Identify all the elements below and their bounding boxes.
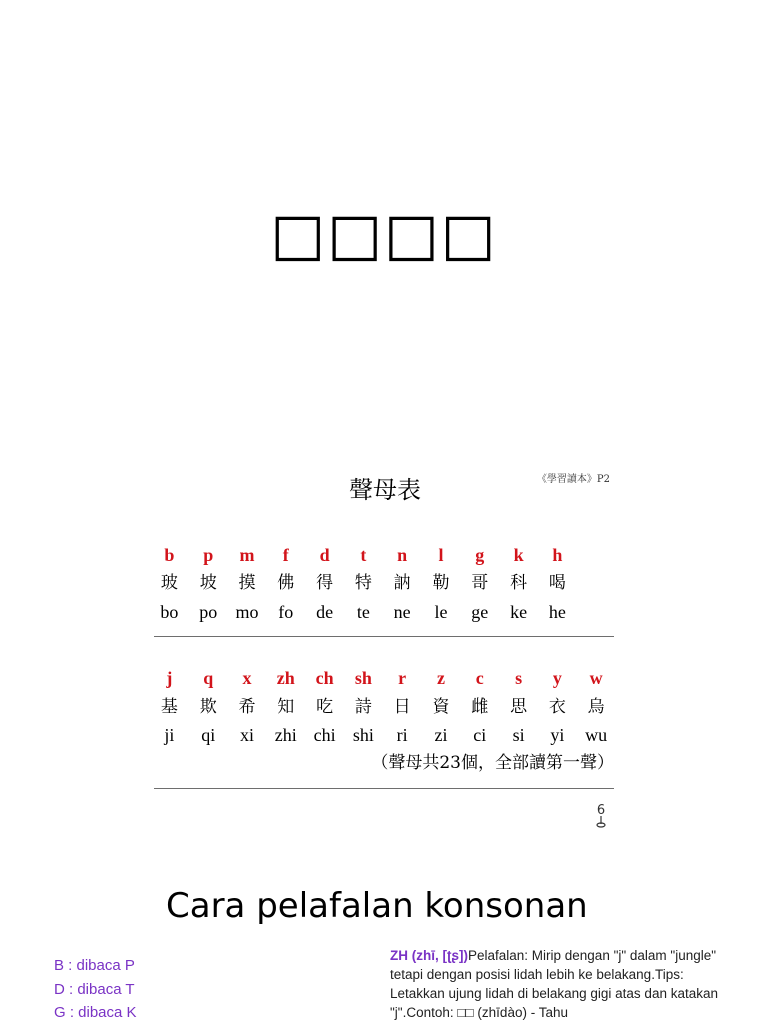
list-item: D : dibaca T [54, 980, 135, 998]
initial-pinyin: sh [354, 668, 372, 688]
example-hanzi: 得 [316, 573, 334, 593]
syllable-row-1 [150, 598, 620, 626]
initial-pinyin: k [513, 545, 524, 565]
example-syllable: le [434, 602, 448, 622]
example-syllable: wu [585, 725, 608, 745]
example-hanzi: 摸 [238, 573, 256, 593]
example-hanzi: 日 [393, 697, 411, 717]
initial-pinyin: g [475, 545, 485, 565]
example-syllable: ke [510, 602, 528, 622]
initial-pinyin: r [398, 668, 407, 688]
example-syllable: te [356, 602, 370, 622]
example-hanzi: 哥 [471, 573, 489, 593]
page-number-badge [594, 800, 608, 828]
initial-pinyin: t [360, 545, 367, 565]
example-hanzi: 烏 [587, 697, 605, 717]
initial-pinyin: y [552, 668, 562, 688]
example-hanzi: 喝 [548, 573, 566, 593]
example-syllable: zi [434, 725, 448, 745]
note-highlight: ZH (zhī, [ʈʂ]) [390, 948, 468, 963]
example-hanzi: 訥 [393, 573, 411, 593]
list-item: G : dibaca K [54, 1004, 137, 1021]
slide-title: □□□□ [270, 200, 498, 268]
example-syllable: shi [352, 725, 374, 745]
initial-pinyin: l [438, 545, 444, 565]
example-hanzi: 衣 [548, 697, 566, 717]
initial-pinyin: zh [276, 668, 295, 688]
example-hanzi: 佛 [277, 573, 295, 593]
example-syllable: ne [393, 602, 411, 622]
hanzi-row-1 [150, 569, 620, 597]
chart-source: 《學習讀本》P2 [536, 474, 610, 485]
example-hanzi: 資 [432, 697, 450, 717]
initial-pinyin: s [515, 668, 523, 688]
syllable-row-2 [150, 721, 620, 749]
initial-pinyin: j [166, 668, 173, 688]
pinyin-row-1 [150, 541, 620, 569]
section-subtitle: Cara pelafalan konsonan [166, 886, 588, 926]
example-syllable: xi [239, 725, 254, 745]
initial-pinyin: x [242, 668, 252, 688]
pinyin-row-2 [150, 664, 620, 692]
page-number: 6 [596, 803, 606, 818]
initial-pinyin: b [164, 545, 175, 565]
example-syllable: po [199, 602, 218, 622]
example-syllable: ci [473, 725, 487, 745]
example-hanzi: 特 [354, 573, 372, 593]
example-hanzi: 詩 [354, 697, 372, 717]
initial-pinyin: f [282, 545, 289, 565]
example-hanzi: 思 [510, 697, 528, 717]
example-syllable: mo [235, 602, 259, 622]
note-body: Pelafalan: Mirip dengan "j" dalam "jungle" tetapi dengan posisi lidah lebih ke belakang.Tips: Letakkan ujung lidah di belakang gigi atas dan katakan "j".Contoh: □□ (zhīdào) - Tahu [390, 948, 718, 1020]
consonant-list [54, 954, 137, 1025]
initials-chart-image [150, 462, 620, 842]
example-hanzi: 知 [277, 697, 295, 717]
initial-pinyin: z [436, 668, 445, 688]
example-syllable: yi [550, 725, 565, 745]
example-hanzi: 希 [238, 697, 256, 717]
example-hanzi: 吃 [316, 697, 334, 717]
list-item: B : dibaca P [54, 957, 135, 974]
initial-pinyin: p [203, 545, 214, 565]
divider-line [154, 788, 614, 789]
divider-line [154, 636, 614, 637]
example-hanzi: 科 [510, 573, 528, 593]
pronunciation-note [390, 946, 740, 1022]
example-hanzi: 基 [160, 697, 178, 717]
chart-title: 聲母表 [349, 476, 421, 504]
example-syllable: si [512, 725, 525, 745]
example-hanzi: 玻 [160, 573, 178, 593]
example-syllable: bo [160, 602, 179, 622]
initial-pinyin: c [475, 668, 484, 688]
initial-pinyin: h [552, 545, 563, 565]
initial-pinyin: n [397, 545, 408, 565]
example-syllable: de [316, 602, 334, 622]
example-syllable: fo [278, 602, 294, 622]
example-hanzi: 勒 [432, 573, 450, 593]
example-syllable: he [548, 602, 566, 622]
example-syllable: ji [164, 725, 175, 745]
initial-pinyin: ch [315, 668, 334, 688]
example-syllable: qi [201, 725, 216, 745]
example-hanzi: 欺 [199, 697, 217, 717]
initial-pinyin: d [319, 545, 330, 565]
initial-pinyin: q [203, 668, 214, 688]
example-syllable: ge [471, 602, 489, 622]
example-syllable: chi [313, 725, 336, 745]
example-hanzi: 坡 [199, 573, 217, 593]
chart-note: （聲母共23個，全部讀第一聲） [371, 753, 614, 773]
hanzi-row-2 [150, 693, 620, 721]
example-syllable: ri [396, 725, 408, 745]
example-syllable: zhi [274, 725, 297, 745]
initial-pinyin: w [589, 668, 603, 688]
example-hanzi: 雌 [471, 697, 489, 717]
initial-pinyin: m [239, 545, 255, 565]
